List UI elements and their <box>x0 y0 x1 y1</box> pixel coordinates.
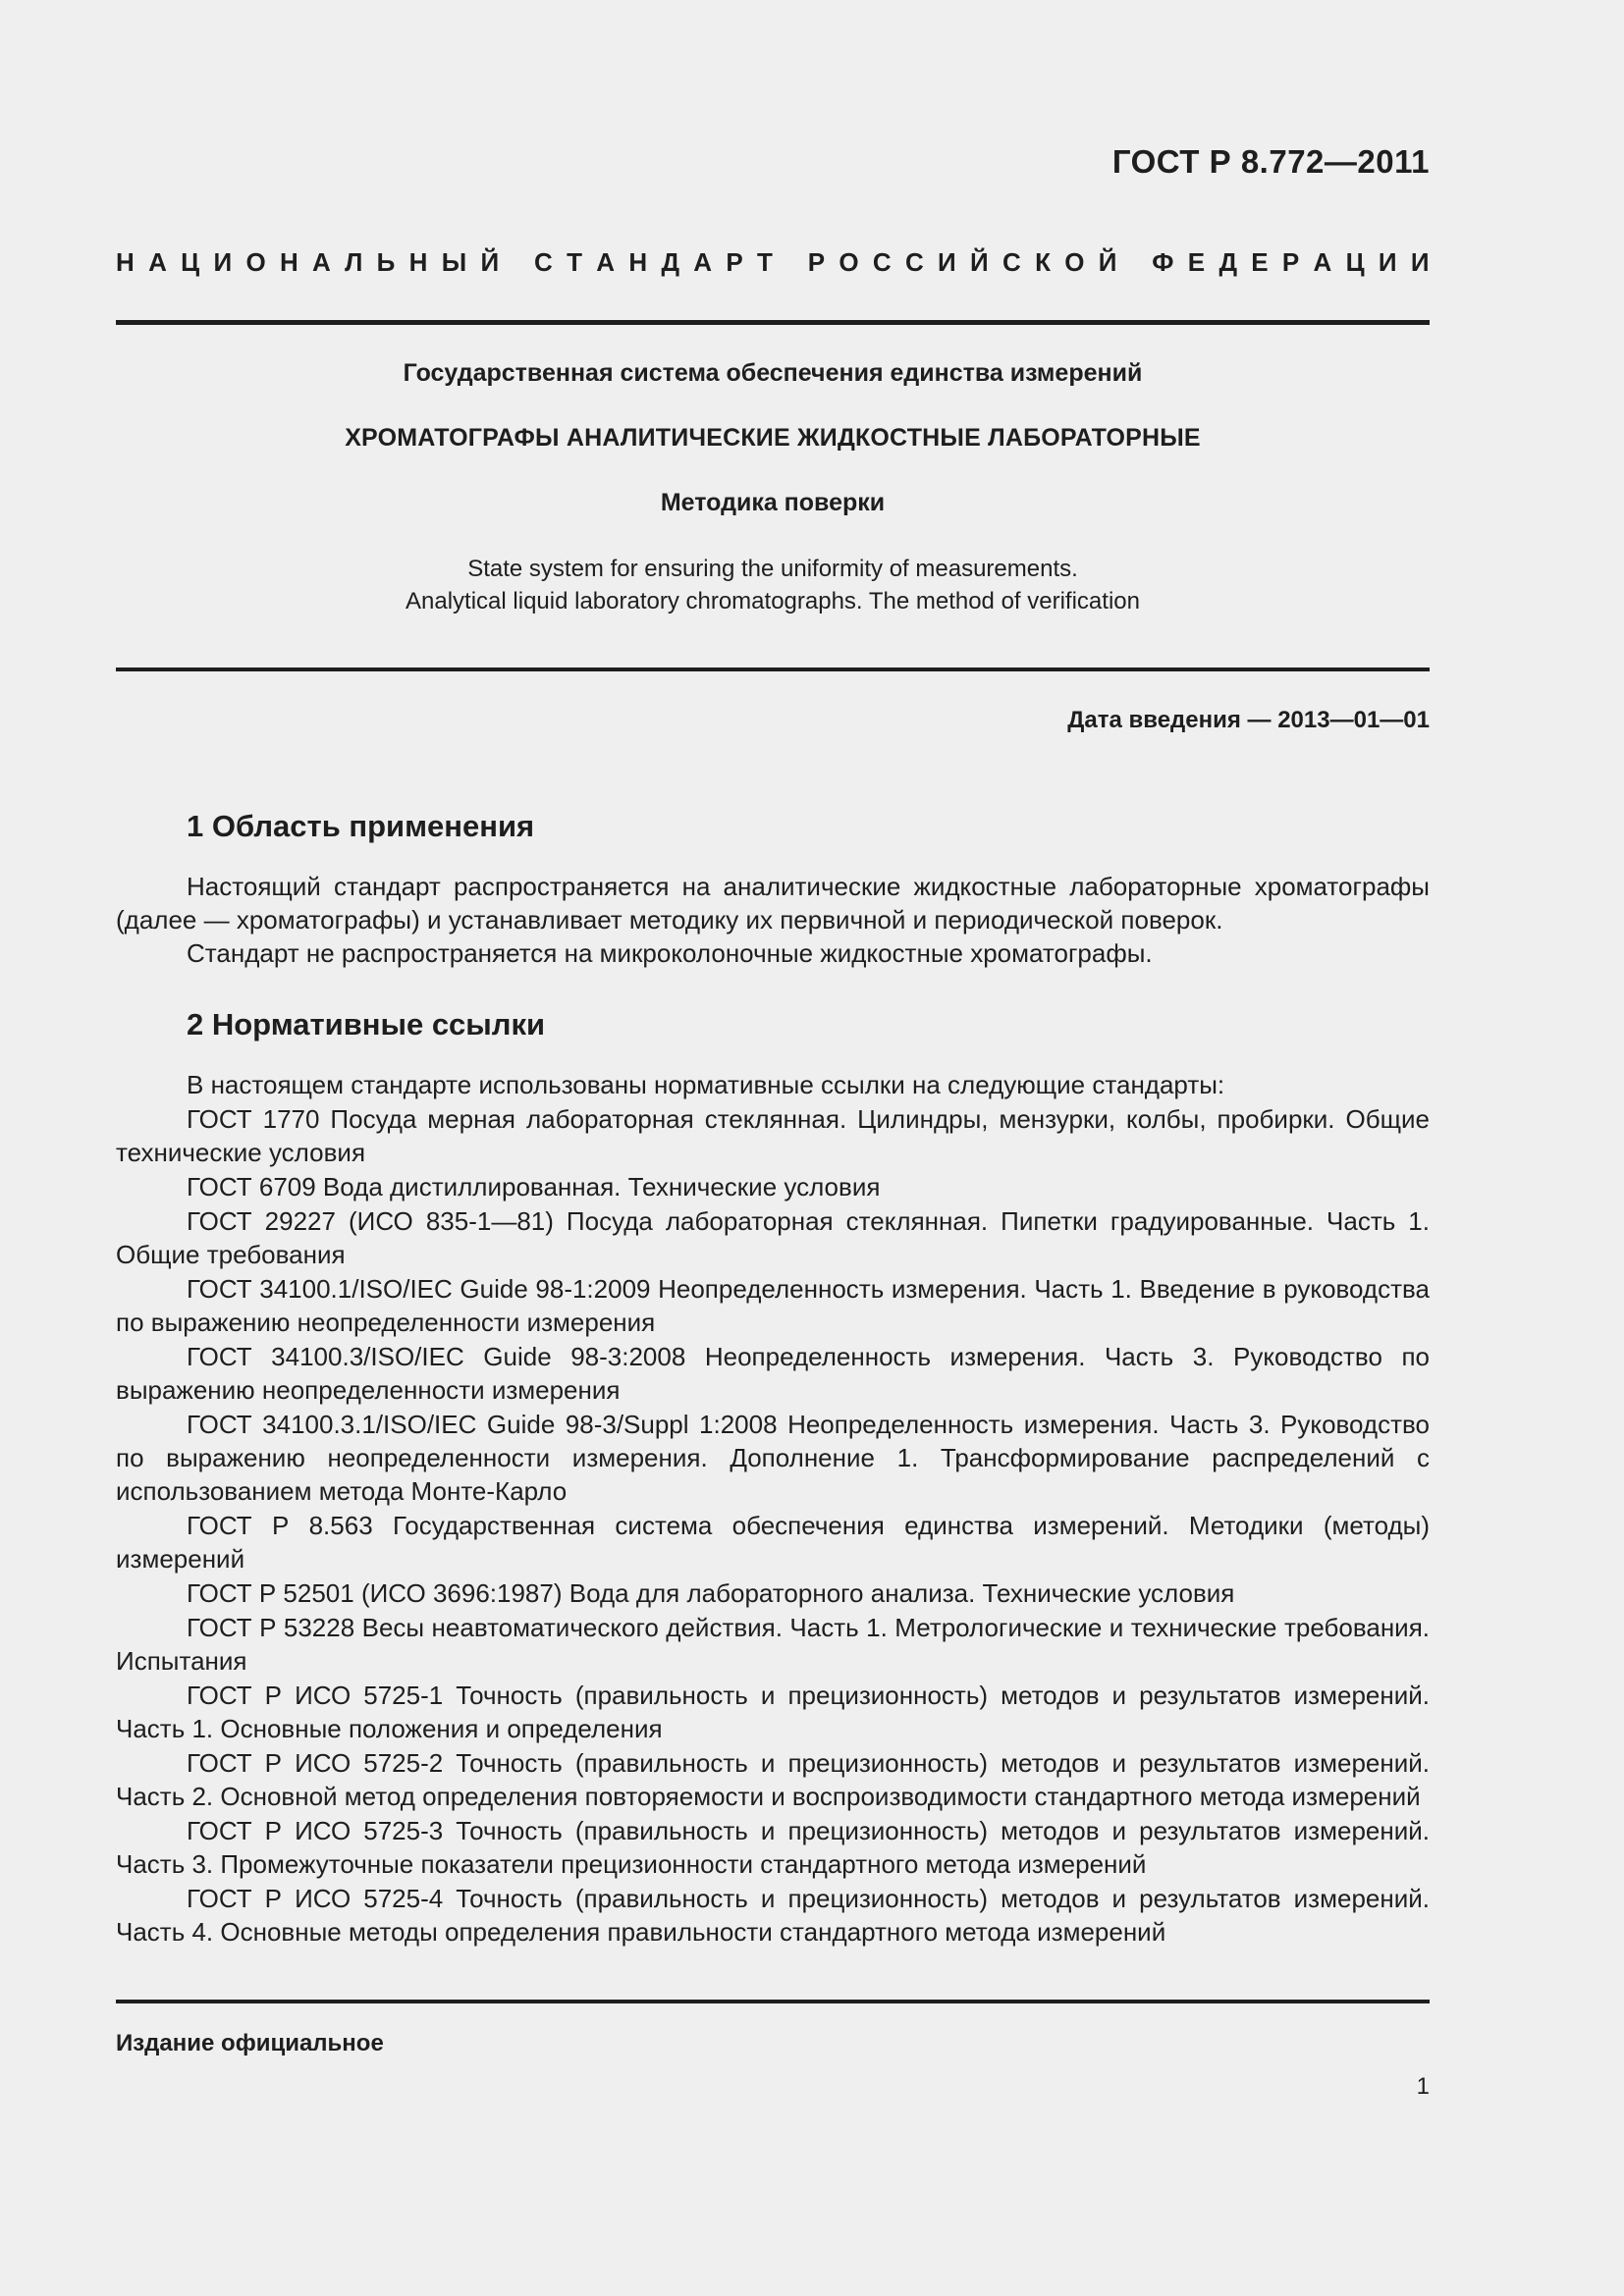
banner-letter: Е <box>1251 247 1269 277</box>
banner-letter: Ф <box>1152 247 1174 277</box>
banner-letter: Н <box>279 247 298 277</box>
normative-reference: ГОСТ Р ИСО 5725-2 Точность (правильность и прецизионность) методов и результатов измерений. Часть 2. Основной метод определения повторяемости и воспроизводимости стандартного метода измерений <box>116 1748 1430 1811</box>
banner-letter: Р <box>1281 247 1300 277</box>
banner-letter: Д <box>1218 247 1237 277</box>
banner-letter <box>786 247 793 278</box>
banner-letter <box>513 247 519 278</box>
section-1-paragraph: Настоящий стандарт распространяется на аналитические жидкостные лабораторные хроматографы (далее — хроматографы) и устанавливает методику их первичной и периодической поверок. <box>116 872 1430 934</box>
banner-letter: И <box>1378 247 1397 277</box>
normative-reference: ГОСТ Р ИСО 5725-4 Точность (правильность и прецизионность) методов и результатов измерений. Часть 4. Основные методы определения правильности стандартного метода измерений <box>116 1884 1430 1947</box>
banner-letter: И <box>213 247 233 277</box>
normative-reference: ГОСТ 6709 Вода дистиллированная. Технические условия <box>187 1172 881 1201</box>
banner-letter: Н <box>408 247 428 277</box>
banner-letter: А <box>596 247 616 277</box>
banner-letter: С <box>872 247 892 277</box>
banner-letter: С <box>1002 247 1021 277</box>
section-2-body <box>116 1068 1430 1949</box>
banner-letter: Т <box>567 247 582 277</box>
banner-letter: Ц <box>181 247 200 277</box>
official-edition-label: Издание официальное <box>116 2030 384 2056</box>
section-1-paragraph: Стандарт не распространяется на микроколоночные жидкостные хроматографы. <box>187 938 1153 968</box>
banner-letter: С <box>904 247 924 277</box>
banner-letter: Т <box>756 247 773 277</box>
banner-letter: Й <box>970 247 989 277</box>
normative-reference: ГОСТ Р 53228 Весы неавтоматического действия. Часть 1. Метрологические и технические требования. Испытания <box>116 1613 1430 1676</box>
english-title-line-1: State system for ensuring the uniformity of measurements. <box>467 556 1078 582</box>
banner-letter: С <box>534 247 553 277</box>
banner-letter: А <box>312 247 331 277</box>
banner-letter: Ц <box>1345 247 1365 277</box>
banner-letter: Й <box>1098 247 1117 277</box>
banner-letter: И <box>938 247 956 277</box>
section-2-intro: В настоящем стандарте использованы нормативные ссылки на следующие стандарты: <box>187 1070 1225 1099</box>
normative-reference: ГОСТ Р 8.563 Государственная система обеспечения единства измерений. Методики (методы) измерений <box>116 1511 1430 1574</box>
normative-reference: ГОСТ 34100.3/ISO/IEC Guide 98-3:2008 Неопределенность измерения. Часть 3. Руководство по выражению неопределенности измерения <box>116 1342 1430 1405</box>
section-1-heading: 1 Область применения <box>187 809 535 843</box>
normative-reference: ГОСТ 29227 (ИСО 835-1—81) Посуда лабораторная стеклянная. Пипетки градуированные. Часть 1. Общие требования <box>116 1206 1430 1269</box>
banner-letter: Р <box>807 247 826 277</box>
section-2-heading: 2 Нормативные ссылки <box>187 1007 546 1041</box>
banner-letter: Р <box>726 247 743 277</box>
normative-reference: ГОСТ 34100.1/ISO/IEC Guide 98-1:2009 Неопределенность измерения. Часть 1. Введение в руководства по выражению неопределенности измерения <box>116 1274 1430 1337</box>
normative-reference: ГОСТ 34100.3.1/ISO/IEC Guide 98-3/Suppl 1:2008 Неопределенность измерения. Часть 3. Руководство по выражению неопределенности измерения. Дополнение 1. Трансформирование распределений с использованием метода Монте-Карло <box>116 1410 1430 1506</box>
banner-letter: Е <box>1187 247 1206 277</box>
banner-letter: О <box>839 247 859 277</box>
banner-letter: И <box>1410 247 1430 277</box>
introduction-date: Дата введения — 2013—01—01 <box>1067 707 1430 733</box>
section-1-body <box>116 870 1430 970</box>
normative-reference: ГОСТ Р ИСО 5725-1 Точность (правильность и прецизионность) методов и результатов измерений. Часть 1. Основные положения и определения <box>116 1681 1430 1743</box>
banner-letter: Ь <box>376 247 396 277</box>
banner-letter: О <box>245 247 266 277</box>
banner-letter: О <box>1064 247 1085 277</box>
english-title-line-2: Analytical liquid laboratory chromatographs. The method of verification <box>406 588 1140 614</box>
banner-letter: Ы <box>441 247 467 277</box>
document-title: ХРОМАТОГРАФЫ АНАЛИТИЧЕСКИЕ ЖИДКОСТНЫЕ ЛАБОРАТОРНЫЕ <box>345 424 1201 452</box>
banner-letter: Й <box>480 247 500 277</box>
banner-letter <box>1131 247 1138 278</box>
system-title: Государственная система обеспечения единства измерений <box>403 359 1143 387</box>
title-divider <box>116 667 1430 671</box>
banner-letter: К <box>1035 247 1051 277</box>
banner-letter: Н <box>628 247 648 277</box>
banner-letter: А <box>1313 247 1332 277</box>
banner-letter: Д <box>661 247 679 277</box>
banner-letter: А <box>148 247 167 277</box>
document-number: ГОСТ Р 8.772—2011 <box>1111 143 1430 180</box>
footer-divider <box>116 2000 1430 2003</box>
english-title <box>116 553 1430 617</box>
document-subtitle: Методика поверки <box>660 489 886 516</box>
top-divider <box>116 320 1430 325</box>
page-number: 1 <box>1416 2073 1430 2100</box>
normative-reference: ГОСТ 1770 Посуда мерная лабораторная стеклянная. Цилиндры, мензурки, колбы, пробирки. Общие технические условия <box>116 1104 1430 1167</box>
national-standard-banner <box>116 247 1430 278</box>
banner-letter: Л <box>345 247 363 277</box>
banner-letter: Н <box>116 247 135 277</box>
banner-letter: А <box>693 247 713 277</box>
normative-reference: ГОСТ Р 52501 (ИСО 3696:1987) Вода для лабораторного анализа. Технические условия <box>187 1578 1235 1608</box>
normative-reference: ГОСТ Р ИСО 5725-3 Точность (правильность и прецизионность) методов и результатов измерений. Часть 3. Промежуточные показатели прецизионности стандартного метода измерений <box>116 1816 1430 1879</box>
